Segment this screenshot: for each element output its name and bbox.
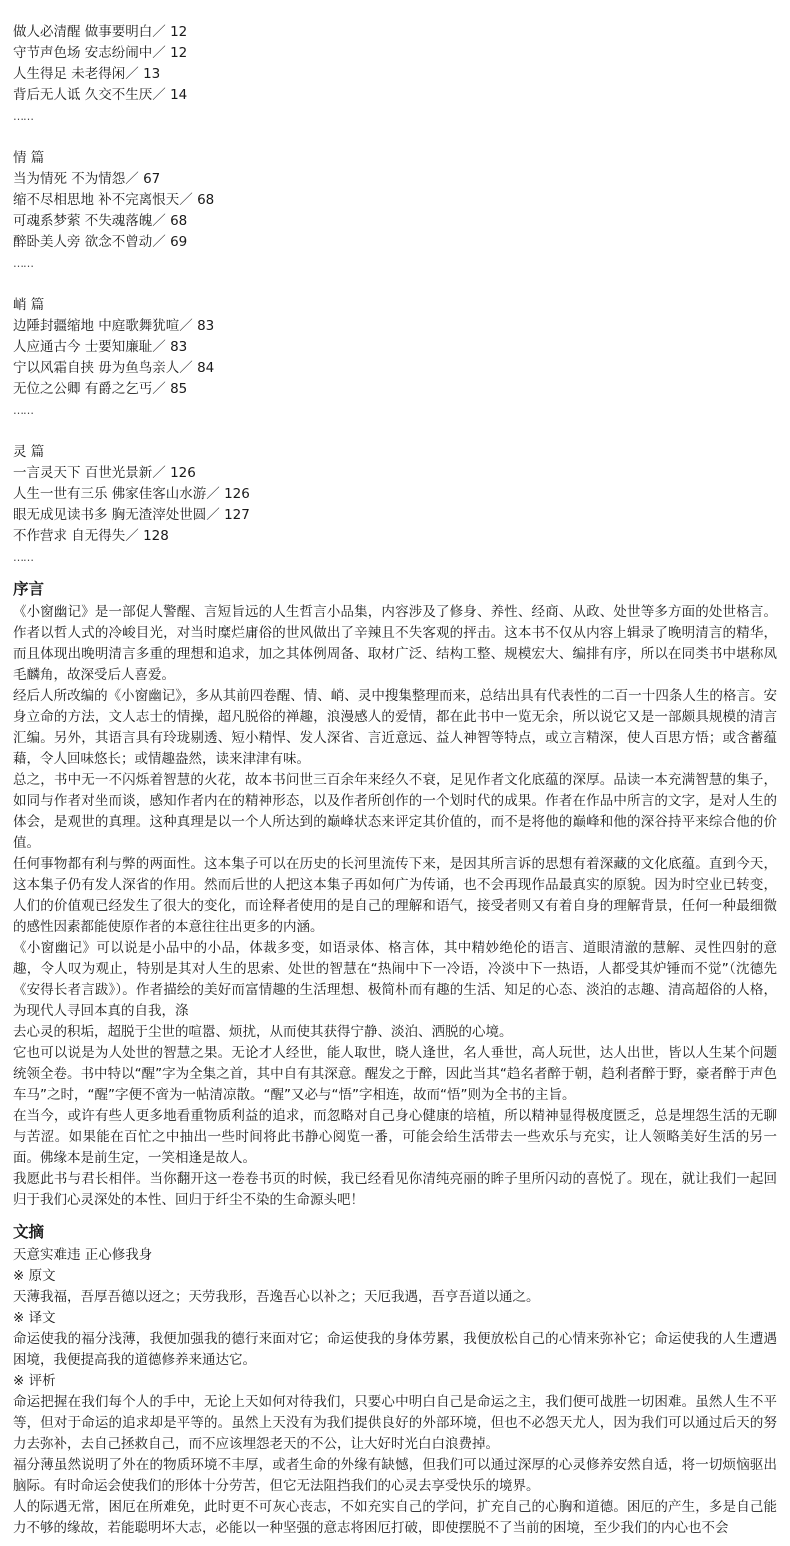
toc-entry: 宁以风霜自挟 毋为鱼鸟亲人／ 84 xyxy=(13,360,215,376)
toc-entry: 眼无成见读书多 胸无渣滓处世圆／ 127 xyxy=(13,507,250,523)
toc-entry: 不作营求 自无得失／ 128 xyxy=(13,528,169,544)
excerpt-heading: 文摘 xyxy=(13,1222,45,1241)
analysis-label: ※ 评析 xyxy=(13,1373,56,1389)
toc-ellipsis: …… xyxy=(13,551,33,564)
preface-paragraph: 在当今，或许有些人更多地看重物质利益的追求，而忽略对自己身心健康的培植，所以精神显得极度匮乏，总是埋怨生活的无聊与苦涩。如果能在百忙之中抽出一些时间将此书静心阅览一番，可能会给生活带去一些欢乐与充实，让人领略美好生活的另一面。佛缘本是前生定，一笑相逢是故人。 xyxy=(13,1108,777,1166)
preface-paragraph: 它也可以说是为人处世的智慧之果。无论才人经世，能人取世，晓人逢世，名人垂世，高人玩世，达人出世，皆以人生某个问题统领全卷。书中特以“醒”字为全集之首，其中自有其深意。醒发之于醉，因此当其“趋名者醉于朝，趋利者醉于野，豪者醉于声色车马”之时，“醒”字便不啻为一帖清凉散。“醒”又必与“悟”字相连，故而“悟”则为全书的主旨。 xyxy=(13,1045,777,1103)
toc-entry: 边陲封疆缩地 中庭歌舞犹喧／ 83 xyxy=(13,318,215,334)
toc-entry: 人生一世有三乐 佛家佳客山水游／ 126 xyxy=(13,486,250,502)
preface-paragraph: 任何事物都有利与弊的两面性。这本集子可以在历史的长河里流传下来，是因其所言诉的思想有着深藏的文化底蕴。直到今天，这本集子仍有发人深省的作用。然而后世的人把这本集子再如何广为传诵，也不会再现作品最真实的原貌。因为时空业已转变，人们的价值观已经发生了很大的变化，而诠释者使用的是自己的理解和语气，接受者则又有着自身的理解背景，任何一种最细微的感性因素都能使原作者的本意往往出更多的内涵。 xyxy=(13,856,777,935)
toc-entry: 人应通古今 士要知廉耻／ 83 xyxy=(13,339,188,355)
preface-paragraph: 经后人所改编的《小窗幽记》，多从其前四卷醒、情、峭、灵中搜集整理而来，总结出具有代表性的二百一十四条人生的格言。安身立命的方法，文人志士的情操，超凡脱俗的禅趣，浪漫感人的爱情，都在此书中一览无余，所以说它又是一部颇具规模的清言汇编。另外，其语言具有玲珑剔透、短小精悍、发人深省、言近意远、益人神智等特点，或立言精深，使人百思方悟；或含蓄蕴藉，令人回味悠长；或情趣盎然，读来津津有味。 xyxy=(13,688,777,767)
toc-entry: 可魂系梦萦 不失魂落魄／ 68 xyxy=(13,213,188,229)
preface-paragraph: 《小窗幽记》可以说是小品中的小品，体裁多变，如语录体、格言体，其中精妙绝伦的语言、道眼清澈的慧解、灵性四射的意趣，令人叹为观止，特别是其对人生的思索、处世的智慧在“热闹中下一冷语，冷淡中下一热语，人都受其炉锤而不觉”（沈德先《安得长者言跋》）。作者描绘的美好而富情趣的生活理想、极简朴而有趣的生活、知足的心态、淡泊的志趣、清高超俗的人格，为现代人寻回本真的自我，涤 xyxy=(13,940,777,1019)
toc-ellipsis: …… xyxy=(13,110,33,123)
original-label: ※ 原文 xyxy=(13,1268,56,1284)
toc-entry: 一言灵天下 百世光景新／ 126 xyxy=(13,465,196,481)
original-text: 天薄我福，吾厚吾德以迓之；天劳我形，吾逸吾心以补之；天厄我遇，吾亨吾道以通之。 xyxy=(13,1289,540,1305)
analysis-paragraph: 人的际遇无常，困厄在所难免，此时更不可灰心丧志，不如充实自己的学问，扩充自己的心胸和道德。困厄的产生，多是自己能力不够的缘故，若能聪明坏大志，必能以一种坚强的意志将困厄打破，即使摆脱不了当前的困境，至少我们的内心也不会 xyxy=(13,1499,777,1536)
excerpt-body xyxy=(13,1245,777,1539)
toc-section-heading: 灵 篇 xyxy=(13,444,45,460)
document-page xyxy=(13,22,777,1539)
preface-heading: 序言 xyxy=(13,579,45,598)
toc-section-heading: 情 篇 xyxy=(13,150,45,166)
preface-body xyxy=(13,602,777,1211)
analysis-paragraph: 福分薄虽然说明了外在的物质环境不丰厚，或者生命的外缘有缺憾，但我们可以通过深厚的心灵修养安然自适，将一切烦恼驱出脑际。有时命运会使我们的形体十分劳苦，但它无法阻挡我们的心灵去享受快乐的境界。 xyxy=(13,1457,777,1494)
toc-entry: 人生得足 未老得闲／ 13 xyxy=(13,66,161,82)
toc-ellipsis: …… xyxy=(13,404,33,417)
translation-text: 命运使我的福分浅薄，我便加强我的德行来面对它；命运使我的身体劳累，我便放松自己的心情来弥补它；命运使我的人生遭遇困境，我便提高我的道德修养来通达它。 xyxy=(13,1331,777,1368)
preface-paragraph: 我愿此书与君长相伴。当你翻开这一卷卷书页的时候，我已经看见你清纯亮丽的眸子里所闪动的喜悦了。现在，就让我们一起回归于我们心灵深处的本性、回归于纤尘不染的生命源头吧！ xyxy=(13,1171,777,1208)
toc-entry: 当为情死 不为情怨／ 67 xyxy=(13,171,161,187)
toc-section-heading: 峭 篇 xyxy=(13,297,45,313)
toc-group-ling xyxy=(13,442,777,568)
toc-entry: 做人必清醒 做事要明白／ 12 xyxy=(13,24,188,40)
excerpt-title: 天意实难违 正心修我身 xyxy=(13,1247,153,1263)
toc-ellipsis: …… xyxy=(13,257,33,270)
toc-entry: 无位之公卿 有爵之乞丐／ 85 xyxy=(13,381,188,397)
toc-entry: 背后无人诋 久交不生厌／ 14 xyxy=(13,87,188,103)
preface-paragraph: 《小窗幽记》是一部促人警醒、言短旨远的人生哲言小品集，内容涉及了修身、养性、经商、从政、处世等多方面的处世格言。作者以哲人式的冷峻目光，对当时糜烂庸俗的世风做出了辛辣且不失客观的抨击。这本书不仅从内容上辑录了晚明清言的精华，而且体现出晚明清言多重的理想和追求，加之其体例周备、取材广泛、结构工整、规模宏大、编排有序，所以在同类书中堪称凤毛麟角，故深受后人喜爱。 xyxy=(13,604,777,683)
analysis-paragraph: 命运把握在我们每个人的手中，无论上天如何对待我们，只要心中明白自己是命运之主，我们便可战胜一切困难。虽然人生不平等，但对于命运的追求却是平等的。虽然上天没有为我们提供良好的外部环境，但也不必怨天尤人，因为我们可以通过后天的努力去弥补，去自己拯救自己，而不应该埋怨老天的不公，让大好时光白白浪费掉。 xyxy=(13,1394,777,1452)
preface-paragraph: 去心灵的积垢，超脱于尘世的喧嚣、烦扰，从而使其获得宁静、淡泊、洒脱的心境。 xyxy=(13,1024,513,1040)
preface-paragraph: 总之，书中无一不闪烁着智慧的火花，故本书问世三百余年来经久不衰，足见作者文化底蕴的深厚。品读一本充满智慧的集子，如同与作者对坐而谈，感知作者内在的精神形态，以及作者所创作的一个划时代的成果。作者在作品中所言的文字，是对人生的体会，是观世的真理。这种真理是以一个人所达到的巅峰状态来评定其价值的，而不是将他的巅峰和他的深谷持平来综合他的价值。 xyxy=(13,772,777,851)
toc-group-0 xyxy=(13,22,777,127)
toc-group-qiao xyxy=(13,295,777,421)
toc-entry: 守节声色场 安志纷闹中／ 12 xyxy=(13,45,188,61)
translation-label: ※ 译文 xyxy=(13,1310,56,1326)
toc-entry: 缩不尽相思地 补不完离恨天／ 68 xyxy=(13,192,215,208)
toc-entry: 醉卧美人旁 欲念不曾动／ 69 xyxy=(13,234,188,250)
toc-group-qing xyxy=(13,148,777,274)
